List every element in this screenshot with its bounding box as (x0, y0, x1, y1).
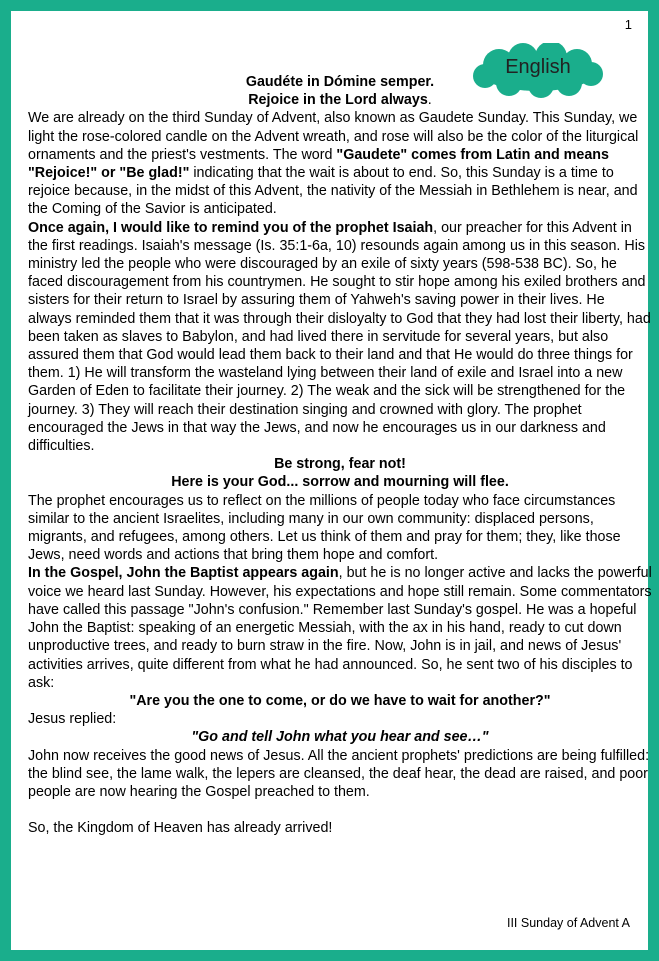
spacer (28, 801, 652, 819)
jesus-replied: Jesus replied: (28, 711, 117, 728)
title-english-period: . (427, 92, 432, 109)
quote-here-is-your-god: Here is your God... sorrow and mourning will flee. (171, 474, 509, 491)
paragraph-gaudete-bold: "Gaudete" comes from Latin and means "Rejoice!" or "Be glad!" (28, 146, 609, 182)
paragraph-refugees: The prophet encourages us to reflect on the millions of people today who face circumstances similar to the ancient Israelites, including many in our own community: displaced persons, migrants, and refugees, among others. Let us think of them and pray for them; they, like those Jews, need words and actions that bring them hope and comfort. (28, 492, 621, 564)
paragraph-gospel-bold: In the Gospel, John the Baptist appears again (28, 565, 339, 582)
paragraph-gospel (28, 564, 652, 691)
homily-body (28, 73, 652, 837)
title-english: Rejoice in the Lord always (248, 92, 428, 109)
quote-go-and-tell-john: "Go and tell John what you hear and see…" (191, 729, 489, 746)
quote-are-you-the-one: "Are you the one to come, or do we have to wait for another?" (129, 692, 551, 709)
paragraph-good-news: John now receives the good news of Jesus. All the ancient prophets' predictions are being fulfilled: the blind see, the lame walk, the lepers are cleansed, the deaf hear, the dead are raised, and poor people are now hearing the Gospel preached to them. (28, 747, 650, 800)
paragraph-isaiah (28, 219, 652, 456)
footer-label: III Sunday of Advent A (506, 916, 630, 930)
paragraph-isaiah-text: , our preacher for this Advent in the first readings. Isaiah's message (Is. 35:1-6a, 10) resounds again among us in this season. His ministry led the people who were discouraged by an exile of sixty years (598-538 BC). So, he faced discouragement from his countrymen. He sought to stir hope among his exiled brothers and sisters for their return to Israel by assuring them of Yahweh's saving power in their lives. He always reminded them that it was through their disloyalty to God that they had lost their liberty, had been taken as slaves to Babylon, and had lived there in servitude for several years, but also assured them that God would lead them back to their land and that He would do three things for them. 1) He will transform the wasteland lying between their land of exile and Israel into a new Garden of Eden to facilitate their journey. 2) The weak and the sick will be strengthened for the journey. 3) They will reach their destination singing and crowned with glory. The prophet encouraged the Jews in that way the Jews, and now he encourages us in our darkness and difficulties. (28, 219, 651, 455)
page-number: 1 (624, 17, 632, 32)
closing-line: So, the Kingdom of Heaven has already arrived! (28, 820, 333, 837)
title-latin: Gaudéte in Dómine semper. (245, 74, 435, 90)
paragraph-isaiah-bold: Once again, I would like to remind you of the prophet Isaiah (28, 219, 434, 236)
paragraph-gospel-text: , but he is no longer active and lacks the powerful voice we heard last Sunday. However, his expectations and hope still remain. Some commentators have called this passage "John's confusion." Remember last Sunday's gospel. He was a hopeful John the Baptist: speaking of an energetic Messiah, with the ax in his hand, ready to cut down unproductive trees, and ready to burn straw in the fire. Now, John is in jail, and news of Jesus' activities arrives, quite different from what he had announced. So, he sent two of his disciples to ask: (28, 565, 652, 691)
paragraph-gaudete (28, 109, 652, 218)
paragraph-gaudete-text-2: indicating that the wait is about to end. So, this Sunday is a time to rejoice because, in the midst of this Advent, the nativity of the Messiah in Bethlehem is near, and the Coming of the Savior is anticipated. (28, 165, 638, 218)
quote-be-strong: Be strong, fear not! (274, 456, 406, 473)
language-label: English (505, 56, 571, 78)
title-english-line (28, 91, 652, 109)
paragraph-gaudete-text-1: We are already on the third Sunday of Advent, also known as Gaudete Sunday. This Sunday, we light the rose-colored candle on the Advent wreath, and rose will also be the color of the liturgical ornaments and the priest's vestments. The word (28, 110, 639, 163)
